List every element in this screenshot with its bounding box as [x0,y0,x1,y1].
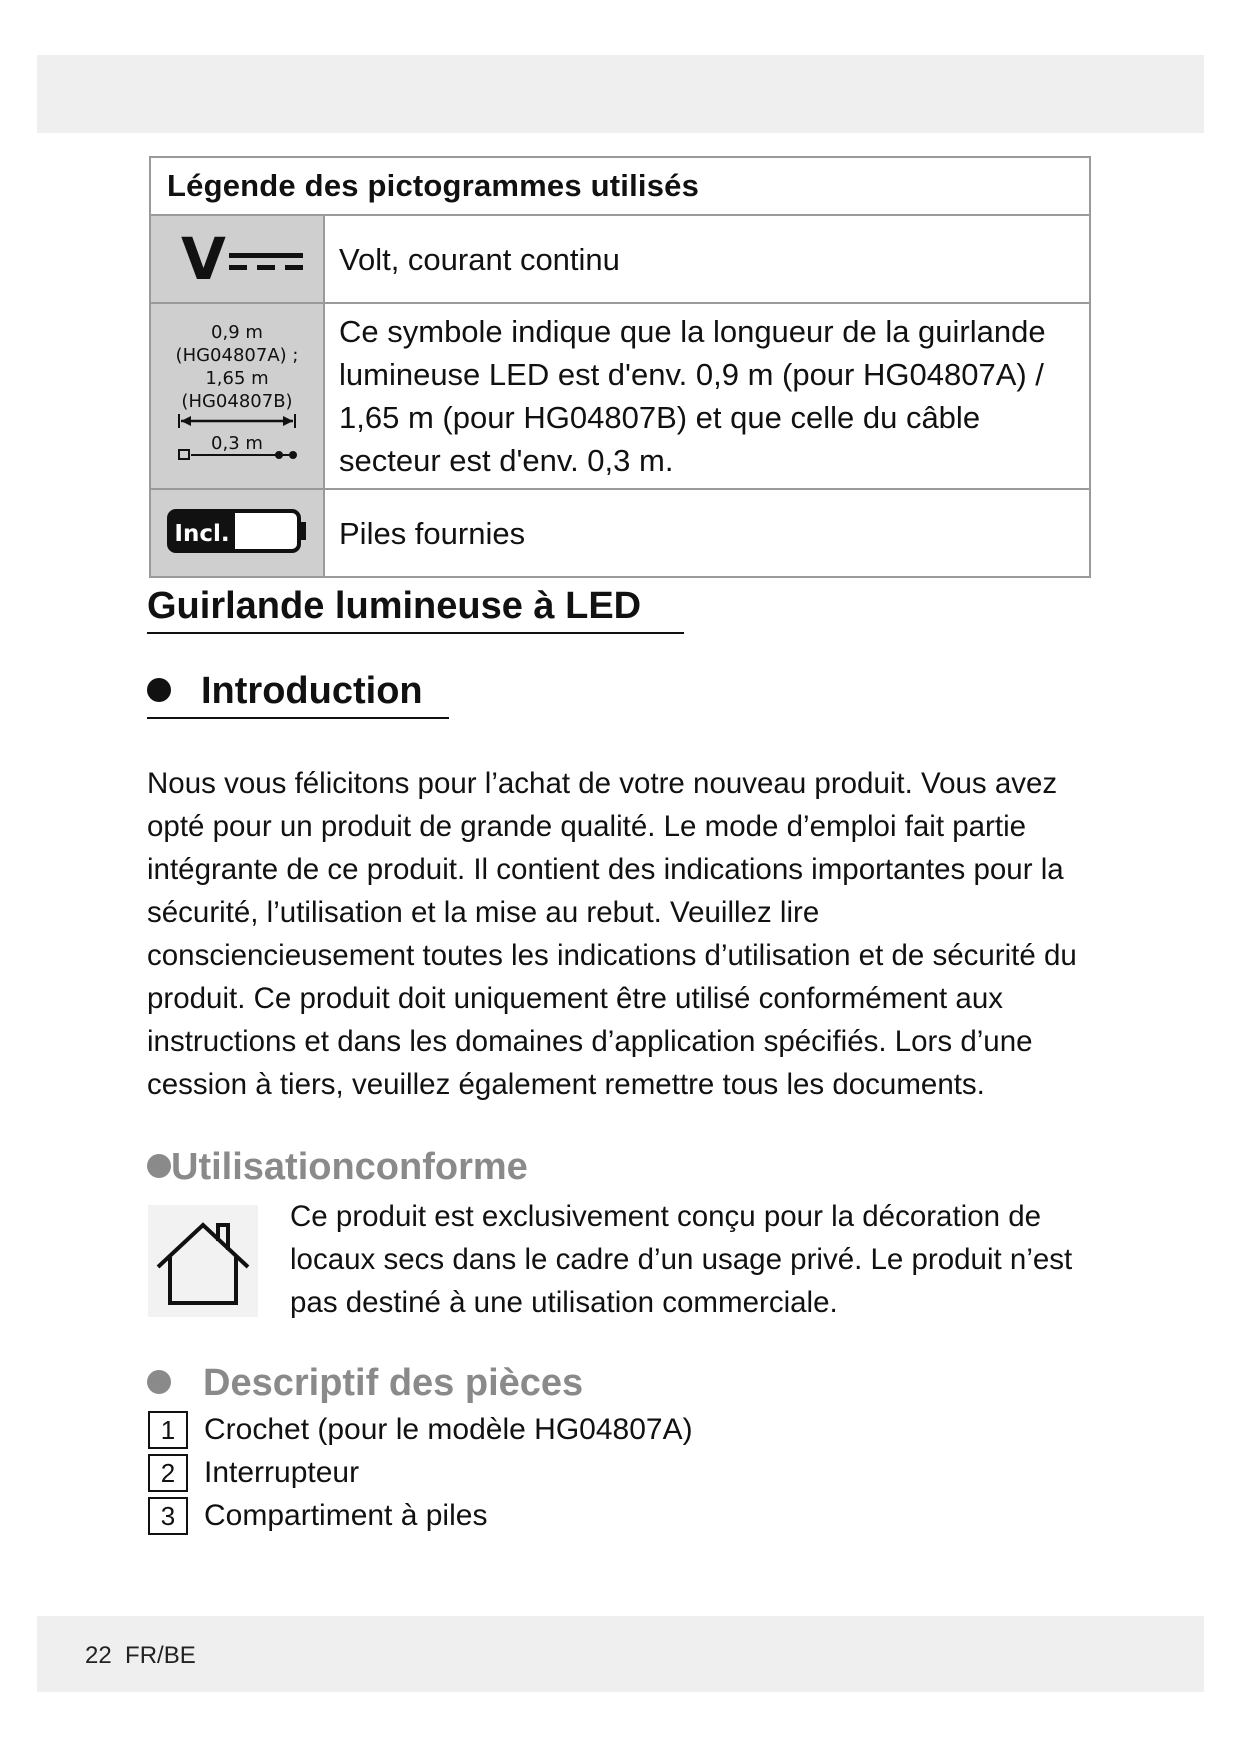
list-item [148,1451,693,1494]
list-item [148,1494,693,1537]
house-icon [148,1205,258,1317]
introduction-heading-text: Introduction [201,670,423,712]
battery-label: Incl. [174,520,230,547]
cable-length-label: 0,3 m [211,433,263,454]
legend-header: Légende des pictogrammes utilisés [150,157,1090,215]
legend-desc-volt: Volt, courant continu [324,215,1090,303]
usage-heading [147,1146,528,1189]
battery-included-icon [150,489,324,577]
volt-symbol: V [181,228,226,285]
length-line-4: (HG04807B) [181,391,293,412]
length-icon [150,303,324,489]
legend-desc-length: Ce symbole indique que la longueur de la guirlande lumineuse LED est d'env. 0,9 m (pour HG04807A) / 1,65 m (pour HG04807B) et que celle du câble secteur est d'env. 0,3 m. [324,303,1090,489]
locale-label: FR/BE [125,1642,196,1669]
part-number: 1 [148,1411,188,1449]
header-band [37,55,1204,133]
volt-dc-icon [150,215,324,303]
footer-band [37,1616,1204,1692]
parts-heading-text: Descriptif des pièces [203,1362,584,1404]
length-line-2: (HG04807A) ; [175,345,299,366]
pictogram-legend-table [149,156,1091,578]
usage-text: Ce produit est exclusivement conçu pour la décoration de locaux secs dans le cadre d’un usage privé. Le produit n’est pas destiné à une utilisation commerciale. [290,1200,1073,1319]
length-line-3: 1,65 m [205,368,269,389]
introduction-heading [147,670,449,719]
legend-desc-battery: Piles fournies [324,489,1090,577]
part-label: Crochet (pour le modèle HG04807A) [204,1413,693,1446]
part-number: 2 [148,1454,188,1492]
page-number: 22 [85,1642,112,1669]
page-footer [85,1642,196,1670]
length-line-1: 0,9 m [211,322,263,343]
introduction-text: Nous vous félicitons pour l’achat de votre nouveau produit. Vous avez opté pour un produit de grande qualité. Le mode d’emploi fait partie intégrante de ce produit. Il contient des indications importantes pour la sécurité, l’utilisation et la mise au rebut. Veuillez lire consciencieusement toutes les indications d’utilisation et de sécurité du produit. Ce produit doit uniquement être utilisé conformément aux instructions et dans les domaines d’application spécifiés. Lors d’une cession à tiers, veuillez également remettre tous les documents. [147,767,1077,1101]
list-item [148,1408,693,1451]
page-title: Guirlande lumineuse à LED [147,585,684,634]
legend-row-battery [150,489,1090,577]
part-label: Interrupteur [204,1456,360,1489]
bullet-icon [147,678,171,702]
parts-heading [147,1362,583,1405]
parts-list [148,1408,693,1537]
legend-row-volt [150,215,1090,303]
legend-row-length [150,303,1090,489]
part-number: 3 [148,1497,188,1535]
part-label: Compartiment à piles [204,1499,488,1532]
length-arrows-icon [167,413,307,465]
usage-heading-text: Utilisationconforme [171,1146,528,1188]
bullet-icon [147,1154,171,1178]
bullet-icon [147,1370,171,1394]
